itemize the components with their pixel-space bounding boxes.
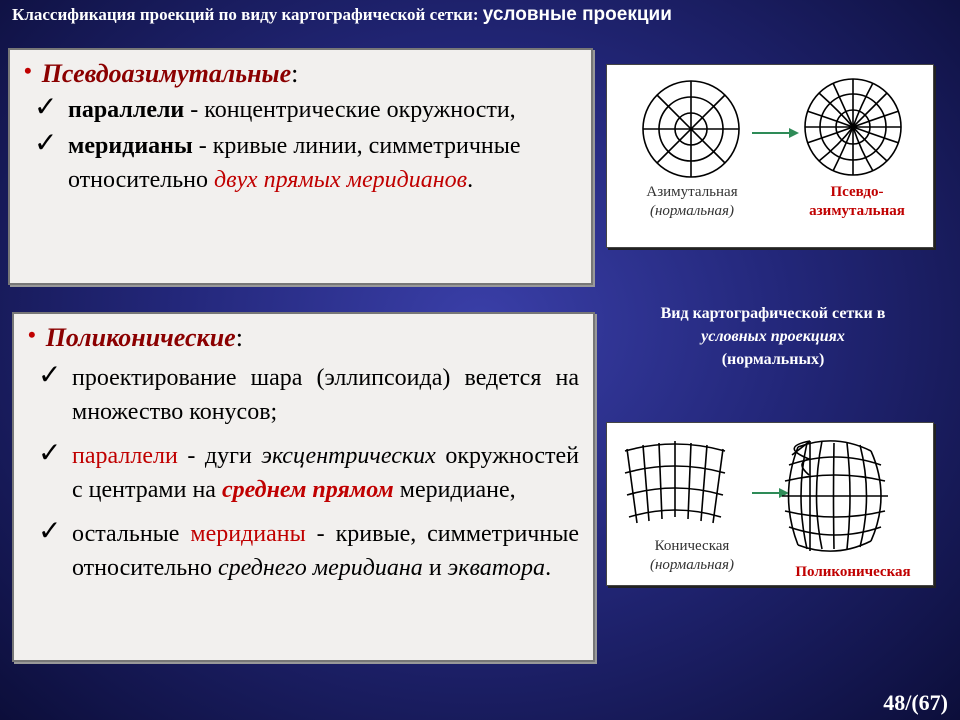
punct: , [509,477,516,503]
punct: . [545,555,552,581]
pseudo-azimuthal-caption [787,183,927,221]
highlight-text: двух прямых меридианов [214,167,468,193]
italic-text: экватора [447,555,546,581]
checkmark-icon: ✓ [34,92,58,123]
term: параллели [68,97,185,123]
list-item [28,439,579,507]
highlight-text: среднем прямом [221,477,394,503]
term: параллели [72,443,178,469]
conic-caption [617,537,767,575]
caption-line: условных проекциях [701,328,845,345]
italic-text: эксцентрических [261,443,436,469]
polyconic-grid [782,441,888,551]
italic-text: среднего меридиана [218,555,423,581]
conic-grid [625,441,725,523]
checkmark-icon: ✓ [38,516,62,547]
item-text: меридиане [393,477,510,503]
azimuthal-figure [606,64,934,248]
azimuthal-grid [643,81,739,177]
arrow-icon [752,128,799,138]
caption-line: Азимутальная [646,184,738,200]
term: меридианы [68,133,193,159]
caption-line: (нормальная) [649,557,735,573]
pseudo-azimuthal-grid [805,79,901,175]
list-item [28,517,579,585]
caption-line: Псевдо- [830,184,884,200]
list-item [24,93,577,127]
term: меридианы [190,521,306,547]
bullet-icon: • [28,322,36,347]
slide-title [12,4,952,26]
item-text: и [422,555,448,581]
item-text: - дуги [177,443,262,469]
pseudo-azimuthal-panel [8,48,593,285]
caption-line: Коническая [654,538,730,554]
caption-line: (нормальных) [721,351,825,368]
azimuthal-caption [617,183,767,221]
caption-line: азимутальная [809,203,905,219]
list-item [24,129,577,197]
checkmark-icon: ✓ [34,128,58,159]
caption-line: Поликоническая [795,564,911,580]
caption-line: (нормальная) [649,203,735,219]
checkmark-icon: ✓ [38,360,62,391]
conic-figure [606,422,934,586]
punct: . [467,167,474,193]
item-text: проектирование шара (эллипсоида) ведется на множество конусов; [72,365,579,425]
page-number: 48/(67) [883,690,948,715]
caption-line: Вид картографической сетки в [660,305,886,322]
item-text: - кривые, симметричные относительно [72,521,579,581]
item-text: - кривые линии, симметричные относительно [68,133,521,193]
list-item [28,361,579,429]
colon: : [235,323,243,352]
item-text: - концентрические окружности, [184,97,516,123]
figure-caption [608,302,938,371]
title-text: Классификация проекций по виду картографической сетки: [12,5,479,24]
checkmark-icon: ✓ [38,438,62,469]
bullet-icon: • [24,58,32,83]
poly-heading [28,322,579,355]
polyconic-panel [12,312,595,662]
pseudo-heading-text: Псевдоазимутальные [41,59,292,88]
title-accent: условные проекции [482,4,672,25]
item-text: окружностей с центрами на [72,443,580,503]
pseudo-heading [24,58,577,91]
colon: : [291,59,299,88]
item-text: остальные [72,521,191,547]
polyconic-caption [775,563,931,582]
poly-heading-text: Поликонические [45,323,236,352]
